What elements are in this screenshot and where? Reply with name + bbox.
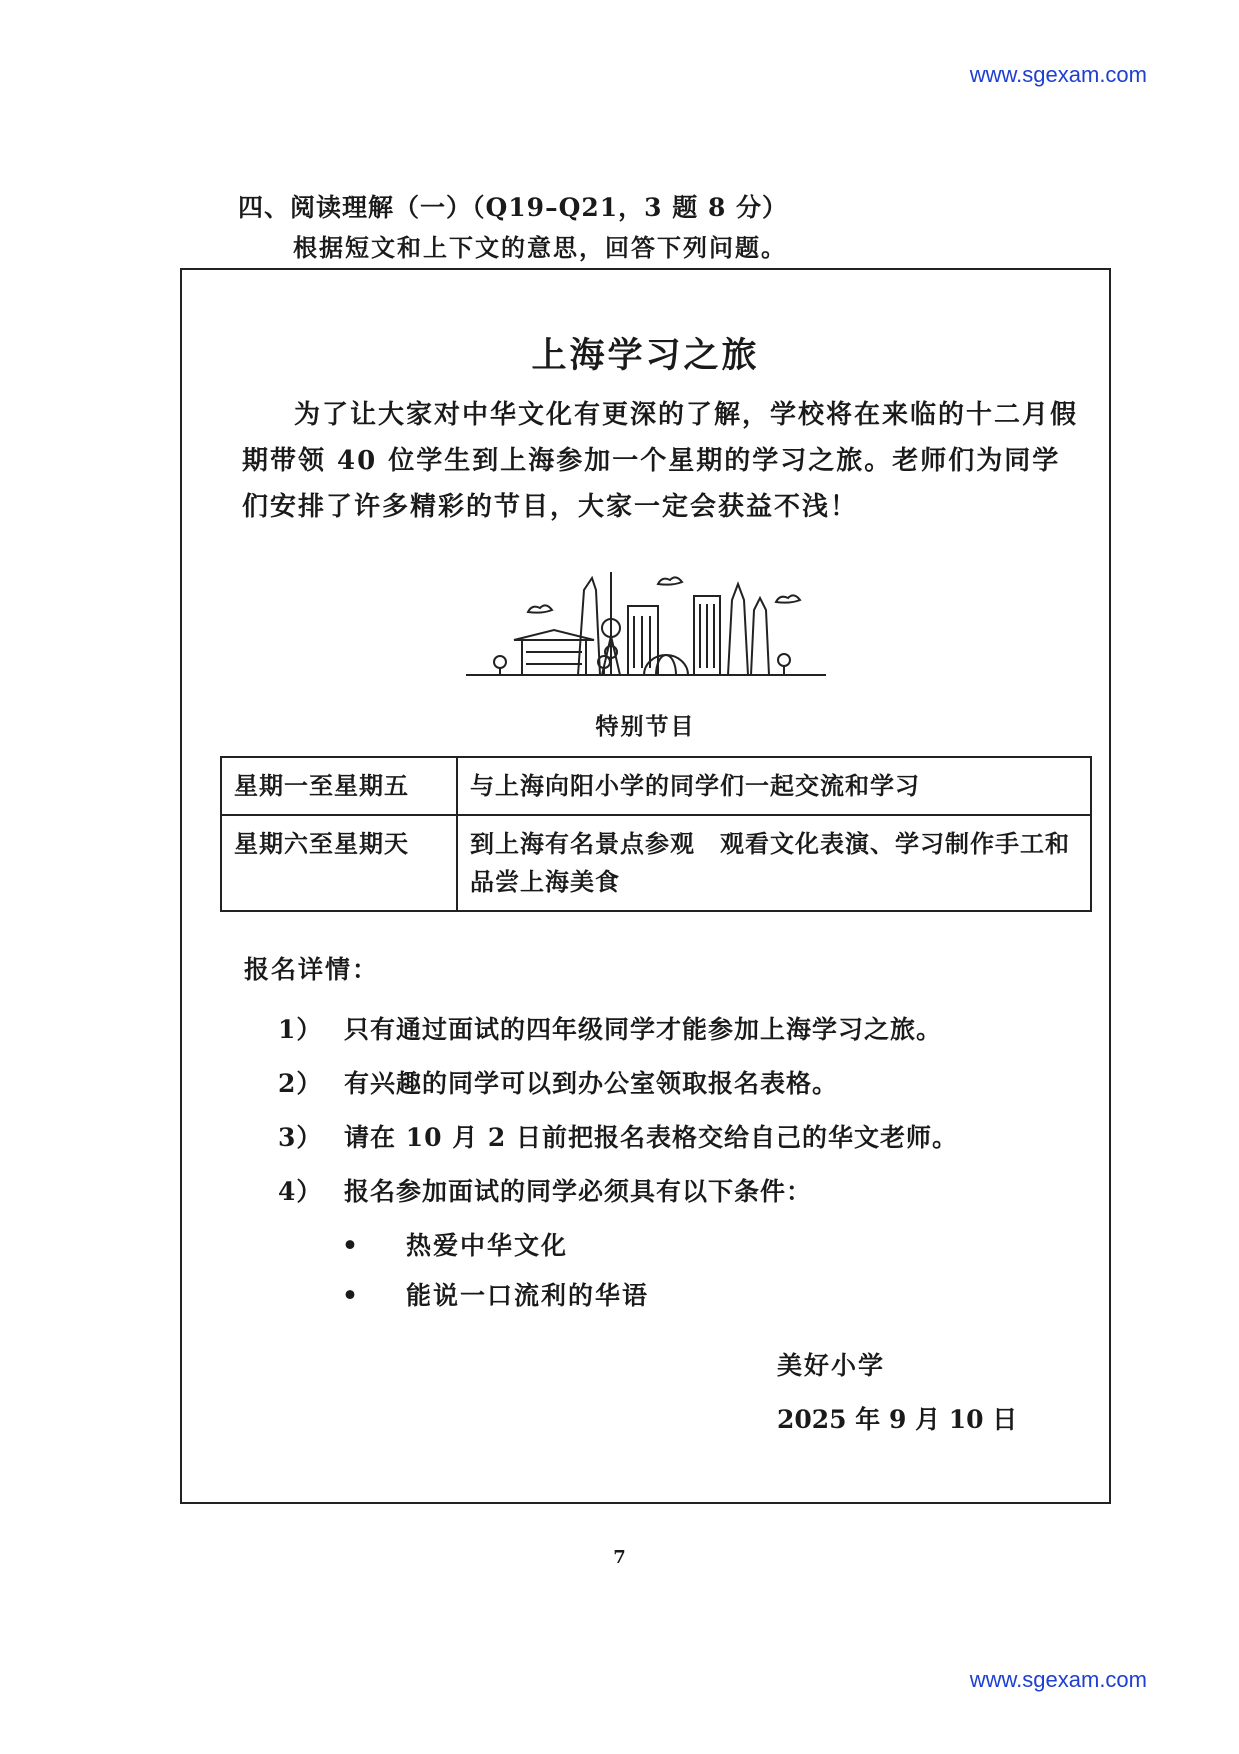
item-text: 请在 10 月 2 日前把报名表格交给自己的华文老师。 [344,1123,959,1152]
program-table [220,756,1092,912]
shanghai-skyline-icon [466,570,826,680]
notice-title: 上海学习之旅 [531,335,760,376]
item-text: 只有通过面试的四年级同学才能参加上海学习之旅。 [344,1015,943,1044]
item-number: 1） [278,1015,323,1044]
program-activity: 到上海有名景点参观 观看文化表演、学习制作手工和品尝上海美食 [457,815,1091,911]
item-number: 4） [278,1177,323,1206]
watermark-bottom: www.sgexam.com [969,1667,1147,1692]
notice-date: 2025 年 9 月 10 日 [777,1405,1018,1434]
list-item [278,1172,812,1208]
item-text: 报名参加面试的同学必须具有以下条件： [344,1177,813,1206]
table-row [221,757,1091,815]
condition-text: 能说一口流利的华语 [406,1281,650,1310]
table-row [221,815,1091,911]
list-item [278,1064,838,1100]
section-heading: 四、阅读理解（一）（Q19–Q21，3 题 8 分） [238,193,789,222]
notice-frame [180,268,1111,1504]
list-item [278,1010,942,1046]
school-signature: 美好小学 [777,1351,886,1380]
instruction-text: 根据短文和上下文的意思，回答下列问题。 [293,233,787,262]
item-number: 3） [278,1123,323,1152]
watermark-top: www.sgexam.com [969,62,1147,87]
item-text: 有兴趣的同学可以到办公室领取报名表格。 [344,1069,839,1098]
notice-intro: 为了让大家对中华文化有更深的了解，学校将在来临的十二月假期带领 40 位学生到上海参加一个星期的学习之旅。老师们为同学们安排了许多精彩的节目，大家一定会获益不浅！ [242,400,1079,522]
program-days: 星期六至星期天 [221,815,457,911]
bullet-icon: • [342,1231,360,1260]
program-caption: 特别节目 [595,713,696,740]
registration-heading: 报名详情： [244,955,380,984]
list-item [278,1118,958,1154]
condition-text: 热爱中华文化 [406,1231,569,1260]
page-number: 7 [613,1547,626,1568]
program-days: 星期一至星期五 [221,757,457,815]
bullet-icon: • [342,1281,360,1310]
list-item [342,1226,568,1262]
list-item [342,1276,649,1312]
program-activity: 与上海向阳小学的同学们一起交流和学习 [457,757,1091,815]
item-number: 2） [278,1069,323,1098]
